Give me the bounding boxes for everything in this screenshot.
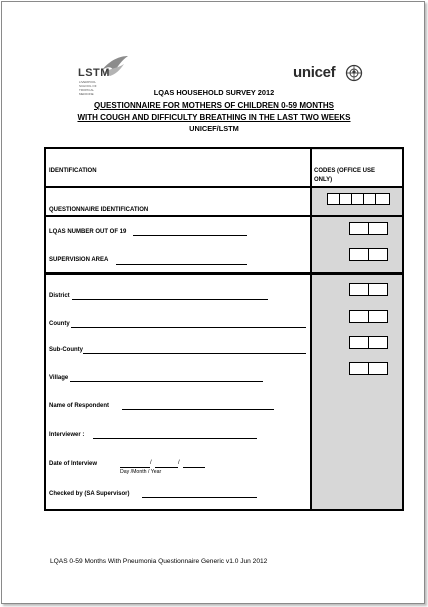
code-box[interactable] xyxy=(368,336,388,349)
questionnaire-title-line1: QUESTIONNAIRE FOR MOTHERS OF CHILDREN 0-59 MONTHS xyxy=(93,101,334,110)
code-box[interactable] xyxy=(349,222,369,235)
county-label: County xyxy=(49,321,70,327)
date-format-hint: Day /Month / Year xyxy=(120,469,162,475)
village-label: Village xyxy=(49,375,69,381)
document-footer: LQAS 0-59 Months With Pneumonia Questionnaire Generic v1.0 Jun 2012 xyxy=(50,558,268,565)
lqas-number-label: LQAS NUMBER OUT OF 19 xyxy=(49,229,127,235)
district-label: District xyxy=(49,293,70,299)
village-field[interactable] xyxy=(70,381,263,382)
code-box[interactable] xyxy=(368,222,388,235)
unicef-wordmark: unicef xyxy=(293,64,336,81)
date-month-field[interactable] xyxy=(155,467,178,468)
respondent-field[interactable] xyxy=(122,409,274,410)
codes-label: CODES (OFFICE USE ONLY) xyxy=(314,167,384,185)
respondent-label: Name of Respondent xyxy=(49,403,110,409)
code-box[interactable] xyxy=(349,336,369,349)
identification-label: IDENTIFICATION xyxy=(49,168,97,174)
organisations: UNICEF/LSTM xyxy=(189,124,239,133)
code-box[interactable] xyxy=(349,362,369,375)
code-box[interactable] xyxy=(349,248,369,261)
code-box[interactable] xyxy=(368,362,388,375)
row-divider xyxy=(44,272,404,275)
lstm-wordmark: LSTM xyxy=(78,67,110,79)
interviewer-field[interactable] xyxy=(93,438,257,439)
column-divider xyxy=(310,149,312,509)
checked-by-label: Checked by (SA Supervisor) xyxy=(49,491,130,497)
sub-county-field[interactable] xyxy=(83,353,306,354)
date-day-field[interactable] xyxy=(120,467,150,468)
code-box[interactable] xyxy=(368,310,388,323)
code-box[interactable] xyxy=(368,248,388,261)
date-of-interview-label: Date of Interview xyxy=(49,461,98,467)
lstm-tagline: LIVERPOOL SCHOOL OF TROPICAL MEDICINE xyxy=(79,80,97,96)
date-separator: / xyxy=(178,460,180,466)
survey-title: LQAS HOUSEHOLD SURVEY 2012 xyxy=(153,88,275,97)
code-box[interactable] xyxy=(349,283,369,296)
supervision-area-label: SUPERVISION AREA xyxy=(49,257,109,263)
supervision-area-field[interactable] xyxy=(116,264,247,265)
county-field[interactable] xyxy=(71,327,306,328)
date-year-field[interactable] xyxy=(183,467,205,468)
questionnaire-id-label: QUESTIONNAIRE IDENTIFICATION xyxy=(49,207,149,213)
code-box[interactable] xyxy=(349,310,369,323)
code-box[interactable] xyxy=(375,193,390,205)
questionnaire-title-line2: WITH COUGH AND DIFFICULTY BREATHING IN THE LAST TWO WEEKS xyxy=(77,113,351,122)
lqas-number-field[interactable] xyxy=(133,235,247,236)
code-box[interactable] xyxy=(368,283,388,296)
unicef-emblem-icon xyxy=(345,64,363,82)
row-divider xyxy=(44,186,404,188)
sub-county-label: Sub-County xyxy=(49,347,83,353)
checked-by-field[interactable] xyxy=(142,497,257,498)
date-separator: / xyxy=(150,460,152,466)
row-divider xyxy=(44,215,404,217)
interviewer-label: Interviewer : xyxy=(49,432,85,438)
district-field[interactable] xyxy=(72,299,268,300)
